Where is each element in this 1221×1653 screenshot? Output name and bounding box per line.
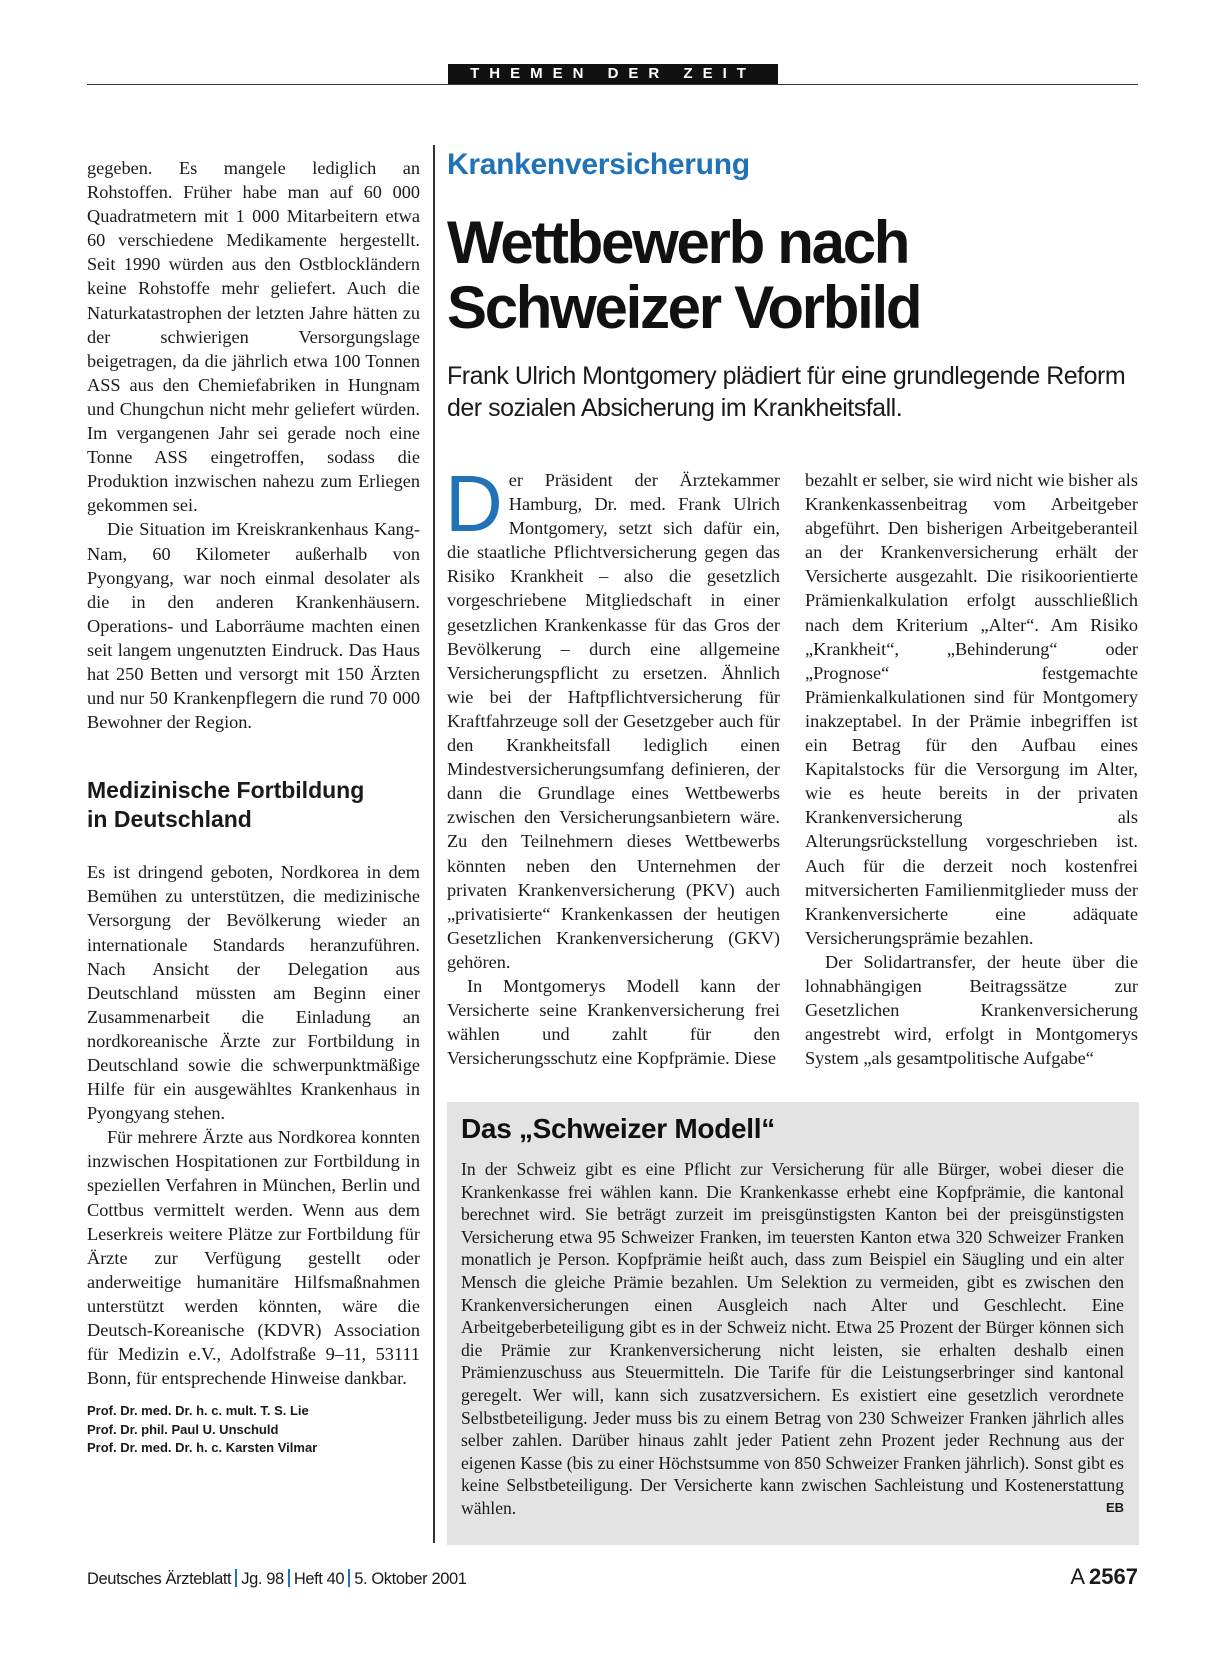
article-paragraph-1 xyxy=(445,459,780,974)
article-column-2 xyxy=(805,468,1138,1070)
footer-issue: Heft 40 xyxy=(293,1570,345,1588)
left-column xyxy=(87,156,420,1458)
article-subhead: Frank Ulrich Montgomery plädiert für eine grundlegende Reform der sozialen Absicherung im Krankheitsfall. xyxy=(447,362,1126,422)
info-box-text: In der Schweiz gibt es eine Pflicht zur Versicherung für alle Bürger, wobei dieser die Krankenkasse frei wählen kann. Die Krankenkasse erhebt eine Kopfprämie, die kantonal berechnet wird. Sie beträgt zurzeit im preisgünstigsten Kanton bei der preisgünstigsten Versicherung etwa 95 Schweizer Franken, im teuersten Kanton etwa 320 Schweizer Franken monatlich je Person. Kopfprämie heißt auch, dass zum Beispiel ein Säugling und ein alter Mensch die gleiche Prämie bezahlen. Um Selektion zu vermeiden, gibt es zwischen den Krankenversicherungen einen Ausgleich nach Alter und Geschlecht. Eine Arbeitgeberbeteiligung gibt es in der Schweiz nicht. Etwa 25 Prozent der Bürger können sich die Prämie zur Krankenversicherung nicht leisten, sie erhalten deshalb einen Prämienzuschuss aus Steuermitteln. Die Tarife für die Leistungserbringer sind kantonal geregelt. Wer will, kann sich zusatzversichern. Es existiert eine gesetzlich verordnete Selbstbeteiligung. Jeder muss bis zu einem Betrag von 230 Schweizer Franken jährlich alles selber zahlen. Darüber hinaus zahlt jeder Patient zehn Prozent jeder Rechnung aus der eigenen Kasse (bis zu einer Höchstsumme von 850 Schweizer Franken jährlich). Sonst gibt es keine Selbstbeteiligung. Der Versicherte kann zwischen Sachleistung und Kostenerstattung wählen. xyxy=(461,1159,1124,1518)
footer-page-number xyxy=(1070,1564,1138,1590)
drop-cap: D xyxy=(445,459,503,548)
author-3: Prof. Dr. med. Dr. h. c. Karsten Vilmar xyxy=(87,1440,318,1456)
footer-separator xyxy=(235,1569,237,1587)
footer-citation xyxy=(87,1569,467,1589)
column-divider xyxy=(433,145,435,1543)
page-prefix: A xyxy=(1070,1564,1086,1589)
author-2: Prof. Dr. phil. Paul U. Unschuld xyxy=(87,1421,279,1437)
author-signature xyxy=(87,1402,420,1458)
page-footer xyxy=(87,1565,1138,1595)
article-column-1 xyxy=(445,459,780,1070)
left-subheading xyxy=(87,776,420,834)
left-subheading-line-2: in Deutschland xyxy=(87,806,252,833)
author-1: Prof. Dr. med. Dr. h. c. mult. T. S. Lie xyxy=(87,1403,309,1419)
info-box-title: Das „Schweizer Modell“ xyxy=(461,1113,775,1144)
left-paragraph-4: Für mehrere Ärzte aus Nordkorea konnten inzwischen Hospitationen zur Fortbildung in speziellen Verfahren in München, Berlin und Cottbus vermittelt werden. Wenn aus dem Leserkreis weitere Plätze zur Fortbildung für Ärzte zur Verfügung gestellt oder anderweitige humanitäre Hilfsmaßnahmen unterstützt werden könnten, wäre die Deutsch-Koreanische (KDVR) Association für Medizin e.V., Adolfstraße 9–11, 53111 Bonn, für entsprechende Hinweise dankbar. xyxy=(87,1127,420,1389)
info-box xyxy=(447,1102,1139,1545)
header-rule xyxy=(87,84,1138,85)
headline-line-2: Schweizer Vorbild xyxy=(447,274,921,341)
left-paragraph-3: Es ist dringend geboten, Nordkorea in dem Bemühen zu unterstützen, die medizinische Versorgung der Bevölkerung wieder an internationale Standards heranzuführen. Nach Ansicht der Delegation aus Deutschland müssten am Beginn einer Zusammenarbeit die Einladung an nordkoreanische Ärzte zur Fortbildung in Deutschland sowie die schwerpunktmäßige Hilfe für ein ausgewähltes Krankenhaus in Pyongyang stehen. xyxy=(87,862,420,1124)
article-paragraph-4: Der Solidartransfer, der heute über die lohnabhängigen Beitragssätze zur Gesetzlichen Krankenversicherung angestrebt wird, erfolgt in Montgomerys System „als gesamtpolitische Aufgabe“ xyxy=(805,951,1138,1069)
footer-journal: Deutsches Ärzteblatt xyxy=(87,1570,232,1588)
article-paragraph-1-text: er Präsident der Ärztekammer Hamburg, Dr. med. Frank Ulrich Montgomery, setzt sich dafür ein, die staatliche Pflichtversicherung gegen das Risiko Krankheit – also die gesetzlich vorgeschriebene Mitgliedschaft in einer gesetzlichen Krankenkasse für das Gros der Bevölkerung – durch eine allgemeine Versicherungspflicht zu ersetzen. Ähnlich wie bei der Haftpflichtversicherung für Kraftfahrzeuge soll der Gesetzgeber auch für den Krankheitsfall lediglich einen Mindestversicherungsumfang definieren, der dann die Grundlage eines Wettbewerbs zwischen den Versicherungsanbietern wäre. Zu den Teilnehmern dieses Wettbewerbs könnten neben den Unternehmen der privaten Krankenversicherung (PKV) auch „privatisierte“ Krankenkassen der heutigen Gesetzlichen Krankenversicherung (GKV) gehören. xyxy=(447,470,780,972)
footer-date: 5. Oktober 2001 xyxy=(354,1570,467,1588)
article-kicker: Krankenversicherung xyxy=(447,148,750,181)
article-paragraph-3: bezahlt er selber, sie wird nicht wie bisher als Krankenkassenbeitrag vom Arbeitgeber abgeführt. Den bisherigen Arbeitgeberanteil an der Krankenversicherung erhält der Versicherte ausgezahlt. Die risikoorientierte Prämienkalkulation erfolgt ausschließlich nach dem Kriterium „Alter“. Am Risiko „Krankheit“, „Behinderung“ oder „Prognose“ festgemachte Prämienkalkulationen sind für Montgomery inakzeptabel. In der Prämie inbegriffen ist ein Betrag für den Aufbau eines Kapitalstocks für die Versorgung im Alter, wie es heute bereits in der privaten Krankenversicherung als Alterungsrückstellung vorgeschrieben ist. Auch für die derzeit noch kostenfrei mitversicherten Familienmitglieder muss der Krankenversicherte eine adäquate Versicherungsprämie bezahlen. xyxy=(805,470,1138,948)
footer-separator xyxy=(288,1569,290,1587)
page-number: 2567 xyxy=(1089,1564,1138,1589)
article-paragraph-2: In Montgomerys Modell kann der Versicherte seine Krankenversicherung frei wählen und zahlt für den Versicherungsschutz eine Kopfprämie. Diese xyxy=(447,975,780,1069)
left-subheading-line-1: Medizinische Fortbildung xyxy=(87,777,365,804)
left-paragraph-1: gegeben. Es mangele lediglich an Rohstoffen. Früher habe man auf 60 000 Quadratmetern mit 1 000 Mitarbeitern etwa 60 verschiedene Medikamente hergestellt. Seit 1990 würden aus den Ostblockländern keine Rohstoffe mehr geliefert. Auch die Naturkatastrophen der letzten Jahre hätten zu der schwierigen Versorgungslage beigetragen, da die jährlich etwa 100 Tonnen ASS aus den Chemiefabriken in Hungnam und Chungchun nicht mehr geliefert würden. Im vergangenen Jahr sei gerade noch eine Tonne ASS eingetroffen, sodass die Produktion inzwischen nahezu zum Erliegen gekommen sei. xyxy=(87,158,420,516)
left-paragraph-2: Die Situation im Kreiskrankenhaus Kang-Nam, 60 Kilometer außerhalb von Pyongyang, war noch einmal desolater als die in den anderen Krankenhäusern. Operations- und Laborräume machten einen seit langem ungenutzten Eindruck. Das Haus hat 250 Betten und versorgt mit 150 Ärzten und nur 50 Krankenpflegern die rund 70 000 Bewohner der Region. xyxy=(87,519,420,733)
footer-separator xyxy=(348,1569,350,1587)
footer-volume: Jg. 98 xyxy=(241,1570,284,1588)
info-box-initials: EB xyxy=(1105,1499,1124,1515)
article-headline xyxy=(447,210,1137,340)
section-header: THEMEN DER ZEIT xyxy=(448,64,778,84)
headline-line-1: Wettbewerb nach xyxy=(447,209,909,276)
